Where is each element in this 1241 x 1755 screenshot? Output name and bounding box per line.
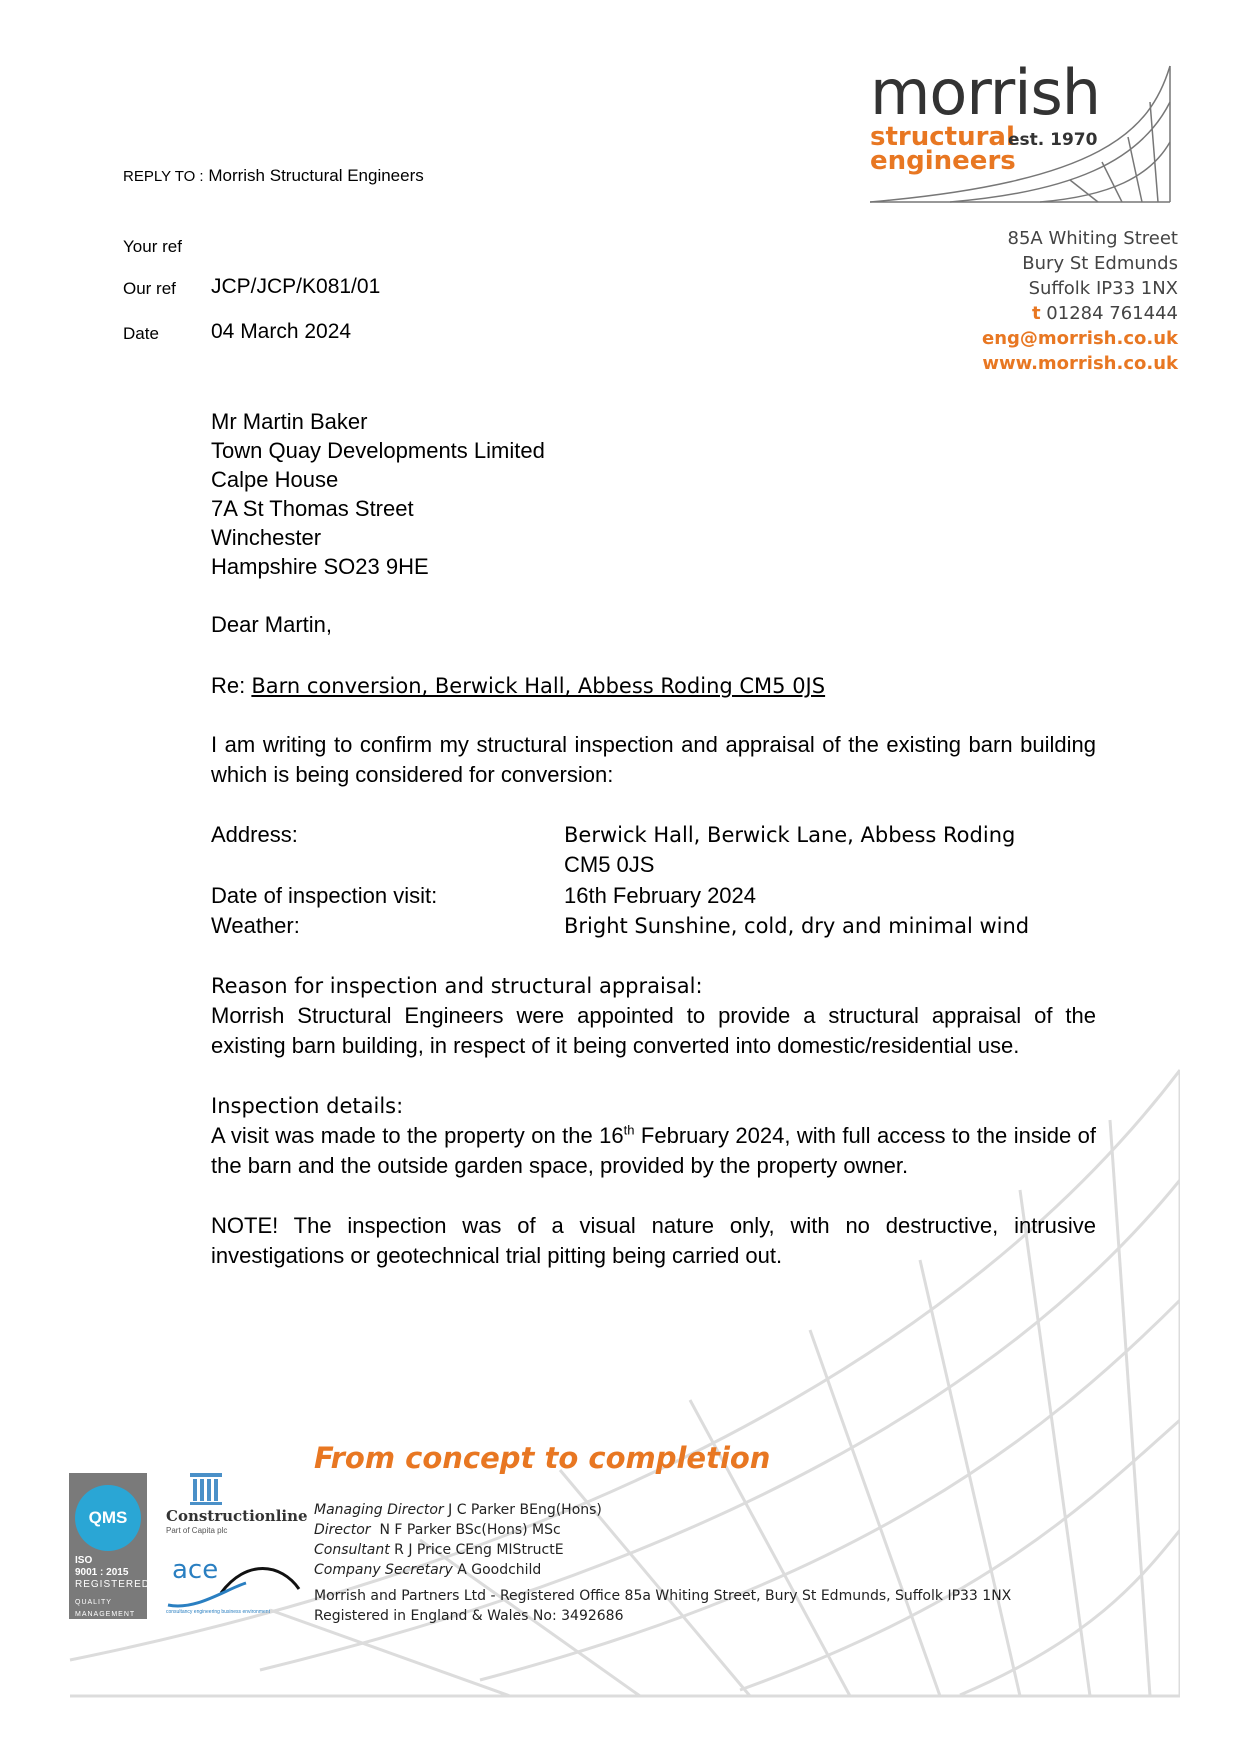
contact-county: Suffolk IP33 1NX [1028,278,1178,299]
inspection-text [211,1121,1096,1181]
pillar-icon [188,1473,224,1505]
date-label: Date [123,324,159,343]
logo-line-engineers: engineers [870,146,1016,176]
qms-label: QMS [88,1508,128,1527]
recipient-line: Hampshire SO23 9HE [211,554,429,579]
inspection-text-after: February 2024, with full access to the inside of the barn and the outside garden space, provided by the property owner. [211,1123,1096,1178]
reason-text: Morrish Structural Engineers were appointed to provide a structural appraisal of the existing barn building, in respect of it being converted into domestic/residential use. [211,1003,1096,1058]
reply-to-label: REPLY TO : [123,168,204,185]
salutation: Dear Martin, [211,612,333,637]
inspection-text-sup: th [623,1122,635,1138]
cons-title: Consultant [314,1542,390,1558]
recipient-line: 7A St Thomas Street [211,496,414,521]
constructionline-badge [166,1473,308,1535]
reply-to-value: Morrish Structural Engineers [208,166,424,185]
iso-line-5: MANAGEMENT [75,1611,136,1618]
contact-street: 85A Whiting Street [1007,228,1178,249]
address-line-1: Berwick Hall, Berwick Lane, Abbess Roding [564,823,1016,847]
iso-line-4: QUALITY [75,1599,112,1606]
visit-label: Date of inspection visit: [211,883,438,908]
note-paragraph: NOTE! The inspection was of a visual nature only, with no destructive, intrusive investigations or geotechnical trial pitting being carried out. [211,1213,1096,1268]
address-label: Address: [211,822,298,847]
director-line [314,1520,1011,1540]
logo-est: est. 1970 [1008,130,1098,150]
contact-town: Bury St Edmunds [1022,253,1178,274]
contact-email[interactable]: eng@morrish.co.uk [982,328,1178,349]
ace-name: ace [172,1555,219,1585]
ace-sub: consultancy engineering business environment [166,1609,270,1615]
phone-prefix: t [1031,303,1041,324]
logo-grid-graphic [870,56,1172,204]
re-label: Re: [211,673,246,698]
phone-number: 01284 761444 [1046,303,1178,324]
recipient-line: Winchester [211,525,322,550]
consultant-line [314,1540,1011,1560]
recipient-line: Town Quay Developments Limited [211,438,545,463]
constructionline-name: Constructionline [166,1507,308,1525]
contact-block [982,226,1178,376]
weather-label: Weather: [211,913,300,938]
iso-line-1: ISO [75,1555,93,1566]
md-title: Managing Director [314,1502,444,1518]
your-ref-label: Your ref [123,237,182,256]
visit-value: 16th February 2024 [564,883,757,908]
dir-name: N F Parker BSc(Hons) MSc [379,1522,561,1538]
md-name: J C Parker BEng(Hons) [448,1502,602,1518]
inspection-heading: Inspection details: [211,1094,404,1118]
re-line [211,671,825,701]
intro-paragraph: I am writing to confirm my structural inspection and appraisal of the existing barn building which is being considered for conversion: [211,732,1096,787]
recipient-line: Calpe House [211,467,339,492]
logo-name: morrish [870,56,1101,129]
secretary-line [314,1560,1011,1580]
date-value: 04 March 2024 [211,320,352,343]
footer-tagline: From concept to completion [314,1441,771,1475]
iso-line-2: 9001 : 2015 [75,1567,129,1578]
re-subject: Barn conversion, Berwick Hall, Abbess Roding CM5 0JS [251,674,826,698]
contact-phone [982,301,1178,326]
managing-director-line [314,1500,1011,1520]
iso-text [75,1555,150,1621]
recipient-address [211,407,545,581]
our-ref-value: JCP/JCP/K081/01 [211,275,381,298]
ace-swoosh-icon [166,1559,301,1609]
recipient-line: Mr Martin Baker [211,409,368,434]
weather-value: Bright Sunshine, cold, dry and minimal wind [564,914,1030,938]
logo-line-structural: structural [870,122,1015,152]
company-line: Morrish and Partners Ltd - Registered Office 85a Whiting Street, Bury St Edmunds, Suffolk IP33 1NX [314,1588,1012,1604]
footer-directors [314,1500,1011,1626]
address-line-2: CM5 0JS [564,852,655,877]
reason-heading: Reason for inspection and structural appraisal: [211,974,703,998]
cons-name: R J Price CEng MIStructE [394,1542,564,1558]
sec-name: A Goodchild [457,1562,542,1578]
address-value [564,820,1015,880]
dir-title: Director [314,1522,371,1538]
sec-title: Company Secretary [314,1562,453,1578]
constructionline-sub: Part of Capita plc [166,1526,228,1535]
our-ref-label: Our ref [123,279,176,298]
qms-circle [75,1485,141,1551]
company-logo [870,56,1180,212]
qms-iso-badge [69,1473,151,1619]
iso-line-3: REGISTERED [75,1579,151,1590]
registration-line: Registered in England & Wales No: 3492686 [314,1608,624,1624]
contact-website[interactable]: www.morrish.co.uk [982,353,1178,374]
inspection-text-before: A visit was made to the property on the 16 [211,1123,624,1148]
ace-badge [166,1555,301,1617]
reply-to-line [123,166,424,186]
